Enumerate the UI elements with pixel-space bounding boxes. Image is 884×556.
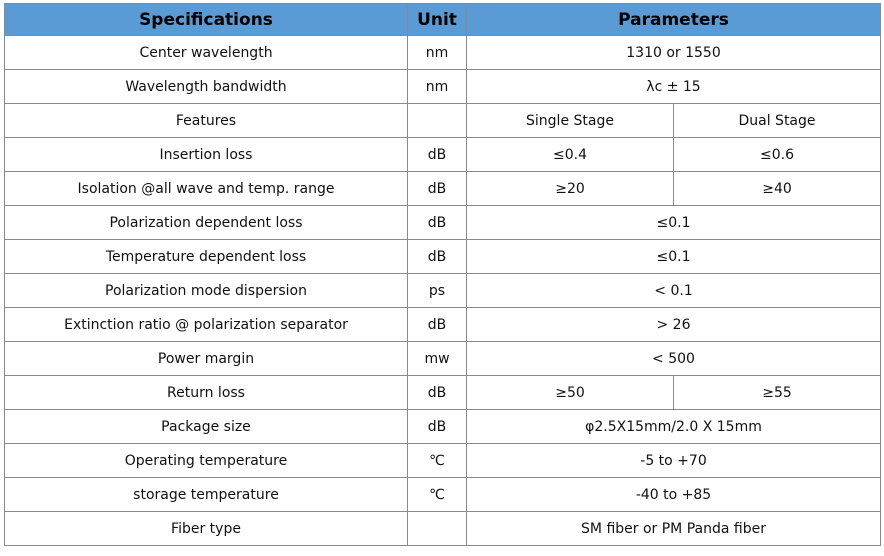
table-row: [5, 172, 881, 206]
table-row: [5, 104, 881, 138]
table-row: [5, 206, 881, 240]
spec-value-single-stage: ≥20: [467, 172, 674, 206]
header-specifications: Specifications: [5, 4, 408, 36]
spec-name: storage temperature: [5, 478, 408, 512]
spec-value: 1310 or 1550: [467, 36, 881, 70]
table-row: [5, 478, 881, 512]
spec-unit: ℃: [408, 444, 467, 478]
specifications-table: [4, 3, 881, 546]
spec-value: < 500: [467, 342, 881, 376]
spec-value-dual-stage: ≥55: [674, 376, 881, 410]
table-row: [5, 444, 881, 478]
table-row: [5, 36, 881, 70]
spec-name: Extinction ratio @ polarization separator: [5, 308, 408, 342]
spec-name: Temperature dependent loss: [5, 240, 408, 274]
spec-unit: nm: [408, 70, 467, 104]
spec-name: Polarization dependent loss: [5, 206, 408, 240]
table-row: [5, 240, 881, 274]
spec-name: Power margin: [5, 342, 408, 376]
table-row: [5, 138, 881, 172]
spec-value-dual-stage: ≤0.6: [674, 138, 881, 172]
table-row: [5, 342, 881, 376]
table-row: [5, 512, 881, 546]
spec-unit: ℃: [408, 478, 467, 512]
spec-value: λc ± 15: [467, 70, 881, 104]
spec-value-dual-stage: ≥40: [674, 172, 881, 206]
spec-unit: mw: [408, 342, 467, 376]
spec-value-single-stage: ≥50: [467, 376, 674, 410]
spec-value-dual-stage: Dual Stage: [674, 104, 881, 138]
spec-unit: dB: [408, 138, 467, 172]
table-row: [5, 274, 881, 308]
header-parameters: Parameters: [467, 4, 881, 36]
header-unit: Unit: [408, 4, 467, 36]
spec-value: -5 to +70: [467, 444, 881, 478]
spec-name: Isolation @all wave and temp. range: [5, 172, 408, 206]
spec-name: Fiber type: [5, 512, 408, 546]
spec-unit: [408, 512, 467, 546]
spec-unit: nm: [408, 36, 467, 70]
spec-unit: dB: [408, 410, 467, 444]
spec-unit: dB: [408, 308, 467, 342]
spec-name: Return loss: [5, 376, 408, 410]
spec-name: Package size: [5, 410, 408, 444]
spec-value: > 26: [467, 308, 881, 342]
spec-value: ≤0.1: [467, 206, 881, 240]
spec-name: Features: [5, 104, 408, 138]
table-row: [5, 308, 881, 342]
spec-name: Operating temperature: [5, 444, 408, 478]
spec-value: < 0.1: [467, 274, 881, 308]
spec-value: -40 to +85: [467, 478, 881, 512]
spec-value: SM fiber or PM Panda fiber: [467, 512, 881, 546]
spec-value-single-stage: ≤0.4: [467, 138, 674, 172]
spec-name: Polarization mode dispersion: [5, 274, 408, 308]
spec-unit: [408, 104, 467, 138]
table-row: [5, 70, 881, 104]
spec-unit: dB: [408, 206, 467, 240]
spec-unit: dB: [408, 172, 467, 206]
table-row: [5, 376, 881, 410]
spec-name: Center wavelength: [5, 36, 408, 70]
spec-unit: dB: [408, 376, 467, 410]
spec-name: Wavelength bandwidth: [5, 70, 408, 104]
spec-unit: ps: [408, 274, 467, 308]
spec-name: Insertion loss: [5, 138, 408, 172]
header-row: [5, 4, 881, 36]
table-row: [5, 410, 881, 444]
spec-unit: dB: [408, 240, 467, 274]
spec-value: φ2.5X15mm/2.0 X 15mm: [467, 410, 881, 444]
spec-value: ≤0.1: [467, 240, 881, 274]
spec-value-single-stage: Single Stage: [467, 104, 674, 138]
